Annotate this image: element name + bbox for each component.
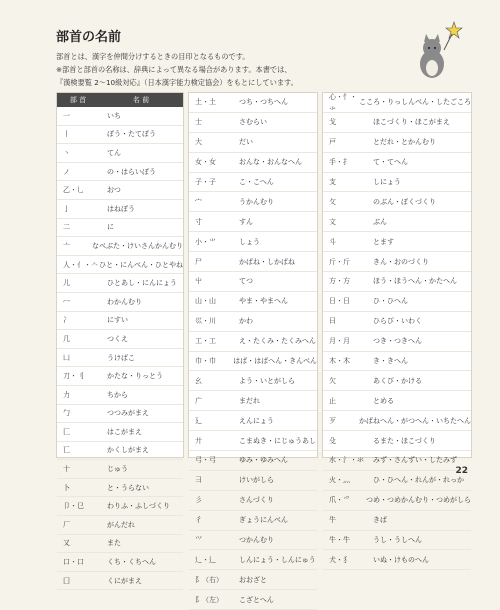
radical-glyph: 方・方 xyxy=(329,277,350,286)
radical-glyph: 歹 xyxy=(329,416,336,425)
radical-glyph: 二 xyxy=(63,223,70,232)
table-row xyxy=(57,479,183,498)
table-row xyxy=(189,550,317,570)
table-row xyxy=(189,153,317,173)
radical-glyph: 又 xyxy=(63,539,70,548)
radical-glyph: 大 xyxy=(195,138,202,147)
table-row xyxy=(323,173,471,193)
radical-name: はば・はばへん・きんべん xyxy=(233,357,317,366)
table-row xyxy=(323,133,471,153)
table-row xyxy=(189,352,317,372)
table-row xyxy=(189,531,317,551)
radical-name: かたな・りっとう xyxy=(107,372,163,381)
radical-name: ひとあし・にんにょう xyxy=(107,279,177,288)
radical-name: ひ・ひへん xyxy=(373,297,408,306)
radical-name: て・てへん xyxy=(373,158,408,167)
table-row xyxy=(57,572,183,591)
star-icon xyxy=(446,22,462,38)
table-row xyxy=(323,192,471,212)
radical-name: みず・さんずい・したみず xyxy=(373,456,457,465)
table-row xyxy=(57,386,183,405)
radical-name: てん xyxy=(107,148,121,157)
table-header xyxy=(57,93,183,107)
table-row xyxy=(189,332,317,352)
radical-table-2 xyxy=(188,92,318,604)
table-row xyxy=(189,252,317,272)
radical-glyph: ⺍ xyxy=(195,536,202,545)
table-row xyxy=(189,391,317,411)
radical-glyph: 力 xyxy=(63,390,70,399)
radical-glyph: 儿 xyxy=(63,279,70,288)
table-row xyxy=(323,511,471,531)
radical-glyph: 一 xyxy=(63,111,70,120)
table-row xyxy=(189,511,317,531)
radical-name: き・きへん xyxy=(373,357,408,366)
radical-name: すん xyxy=(239,217,253,226)
radical-name: とます xyxy=(373,237,394,246)
table-row xyxy=(323,531,471,551)
table-row xyxy=(323,93,471,113)
radical-glyph: 山・山 xyxy=(195,297,216,306)
radical-glyph: 攵 xyxy=(329,197,336,206)
table-row xyxy=(323,212,471,232)
table-row xyxy=(189,491,317,511)
radical-name: とめる xyxy=(373,396,394,405)
radical-name: えんにょう xyxy=(239,416,274,425)
radical-glyph: 几 xyxy=(63,334,70,343)
radical-name: ぶん xyxy=(373,217,387,226)
radical-name: ぼう・たてぼう xyxy=(107,130,156,139)
table-row xyxy=(57,442,183,461)
radical-name: こまぬき・にじゅうあし xyxy=(239,436,316,445)
table-row xyxy=(57,219,183,238)
table-row xyxy=(323,272,471,292)
radical-glyph: 冖 xyxy=(63,297,70,306)
radical-name: いち xyxy=(107,111,121,120)
table-row xyxy=(189,133,317,153)
table-row xyxy=(57,256,183,275)
table-row xyxy=(189,212,317,232)
radical-glyph: 手・扌 xyxy=(329,158,350,167)
table-row xyxy=(323,312,471,332)
radical-glyph: 支 xyxy=(329,178,336,186)
radical-name: さむらい xyxy=(239,118,267,127)
radical-name: うけばこ xyxy=(107,353,135,362)
table-row xyxy=(323,252,471,272)
radical-glyph: 匚 xyxy=(63,427,70,436)
table-row xyxy=(57,312,183,331)
table-row xyxy=(323,232,471,252)
radical-name: るまた・ほこづくり xyxy=(373,436,436,445)
radical-glyph: 寸 xyxy=(195,217,202,226)
radical-name: また xyxy=(107,539,121,548)
radical-glyph: 丶 xyxy=(63,148,70,157)
radical-name: はねぼう xyxy=(107,204,135,213)
table-row xyxy=(323,391,471,411)
radical-name: ひ・ひへん・れんが・れっか xyxy=(373,476,464,485)
radical-glyph: 曰 xyxy=(329,317,336,326)
radical-name: よう・いとがしら xyxy=(239,376,295,385)
radical-name: と・うらない xyxy=(107,483,149,492)
radical-name: のぶん・ぼくづくり xyxy=(373,197,436,206)
radical-glyph: 火・灬 xyxy=(329,476,350,485)
radical-name: しんにょう・しんにゅう xyxy=(239,555,316,564)
radical-glyph: ノ xyxy=(63,167,70,176)
radical-glyph: 人・亻・𠆢 xyxy=(63,260,98,269)
radical-name: こ・こへん xyxy=(239,178,274,186)
radical-glyph: 殳 xyxy=(329,436,336,445)
radical-name: つかんむり xyxy=(239,536,274,545)
radical-glyph: 冫 xyxy=(63,316,70,325)
radical-name: かくしがまえ xyxy=(107,446,149,455)
radical-name: つつみがまえ xyxy=(107,409,149,418)
table-row xyxy=(323,371,471,391)
radical-glyph: 月・月 xyxy=(329,337,350,346)
table-row xyxy=(323,153,471,173)
radical-glyph: 巛・川 xyxy=(195,317,216,326)
radical-glyph: 乙・乚 xyxy=(63,186,84,195)
radical-name: にすい xyxy=(107,316,128,325)
radical-glyph: 廴 xyxy=(195,416,202,425)
radical-glyph: 斤・斤 xyxy=(329,257,350,266)
radical-glyph: ⻌・⻍ xyxy=(195,555,216,564)
table-row xyxy=(57,516,183,535)
radical-table-1 xyxy=(56,92,184,585)
table-row xyxy=(57,126,183,145)
radical-name: じゅう xyxy=(107,465,128,474)
radical-glyph: 女・女 xyxy=(195,158,216,167)
radical-glyph: 阝（右） xyxy=(195,575,223,584)
cat-illustration xyxy=(408,20,464,82)
radical-name: はこがまえ xyxy=(107,427,142,436)
radical-glyph: 彡 xyxy=(195,496,202,505)
table-row xyxy=(189,371,317,391)
radical-glyph: 爪・爫 xyxy=(329,496,350,505)
radical-glyph: 子・子 xyxy=(195,178,216,186)
radical-name: おんな・おんなへん xyxy=(239,158,302,167)
radical-name: かわ xyxy=(239,317,253,326)
radical-glyph: 刀・刂 xyxy=(63,372,84,381)
radical-glyph: 小・⺌ xyxy=(195,237,216,246)
radical-glyph: 斗 xyxy=(329,237,336,246)
table-row xyxy=(323,431,471,451)
radical-glyph: 工・工 xyxy=(195,337,216,346)
radical-name: けいがしら xyxy=(239,476,274,485)
table-row xyxy=(57,293,183,312)
radical-name: きん・おのづくり xyxy=(373,257,429,266)
table-row xyxy=(57,367,183,386)
table-row xyxy=(57,107,183,126)
table-row xyxy=(57,535,183,554)
table-row xyxy=(189,93,317,113)
table-row xyxy=(57,497,183,516)
table-row xyxy=(57,460,183,479)
table-row xyxy=(189,173,317,193)
table-row xyxy=(57,163,183,182)
radical-name: なべぶた・けいさんかんむり xyxy=(92,241,183,250)
table-row xyxy=(189,232,317,252)
header-name: 名 前 xyxy=(132,96,150,104)
table-row xyxy=(57,349,183,368)
radical-glyph: 彳 xyxy=(195,516,202,525)
radical-glyph: 牛 xyxy=(329,516,336,525)
radical-glyph: 戸 xyxy=(329,138,336,147)
radical-name: かばね・しかばね xyxy=(239,257,295,266)
radical-glyph: 阝（左） xyxy=(195,595,223,604)
radical-name: こころ・りっしんべん・したごころ xyxy=(359,98,471,107)
radical-name: おつ xyxy=(107,186,121,195)
radical-glyph: 亠 xyxy=(63,241,70,250)
radical-name: つめ・つめかんむり・つめがしら xyxy=(366,496,471,505)
table-row xyxy=(189,411,317,431)
radical-name: に xyxy=(107,223,114,232)
radical-glyph: 屮 xyxy=(195,277,202,286)
radical-glyph: 止 xyxy=(329,396,336,405)
table-row xyxy=(57,405,183,424)
radical-name: とだれ・とかんむり xyxy=(373,138,436,147)
radical-glyph: 十 xyxy=(63,465,70,474)
radical-glyph: 卩・㔾 xyxy=(63,502,84,511)
radical-glyph: 广 xyxy=(195,396,202,405)
radical-name: わりふ・ふしづくり xyxy=(107,502,170,511)
page-number: 22 xyxy=(455,466,468,476)
table-row xyxy=(57,181,183,200)
radical-name: がんだれ xyxy=(107,520,135,529)
radical-name: ゆみ・ゆみへん xyxy=(239,456,288,465)
radical-glyph: 亅 xyxy=(63,204,70,213)
radical-name: え・たくみ・たくみへん xyxy=(239,337,316,346)
radical-glyph: 口・口 xyxy=(63,558,84,567)
radical-name: さんづくり xyxy=(239,496,274,505)
radical-glyph: 欠 xyxy=(329,376,336,385)
radical-name: の・はらいぼう xyxy=(107,167,156,176)
table-row xyxy=(57,330,183,349)
intro-line-1: 部首とは、漢字を仲間分けするときの目印となるものです。 xyxy=(56,52,250,61)
page-title: 部首の名前 xyxy=(56,30,122,45)
radical-name: ほこづくり・ほこがまえ xyxy=(373,118,450,127)
radical-glyph: 弓・弓 xyxy=(195,456,216,465)
radical-name: ひらび・いわく xyxy=(373,317,422,326)
table-row xyxy=(189,113,317,133)
radical-name: くち・くちへん xyxy=(107,558,156,567)
radical-glyph: 宀 xyxy=(195,197,202,206)
table-row xyxy=(57,553,183,572)
table-row xyxy=(323,491,471,511)
radical-glyph: 尸 xyxy=(195,257,202,266)
radical-name: つち・つちへん xyxy=(239,98,288,107)
table-row xyxy=(323,471,471,491)
radical-name: つき・つきへん xyxy=(373,337,422,346)
table-row xyxy=(189,590,317,610)
table-row xyxy=(323,550,471,570)
radical-glyph: 丨 xyxy=(63,130,70,139)
table-row xyxy=(189,192,317,212)
table-row xyxy=(323,411,471,431)
radical-glyph: 土・土 xyxy=(195,98,216,107)
table-row xyxy=(189,471,317,491)
radical-name: あくび・かける xyxy=(373,376,422,385)
radical-glyph: 心・忄・⺗ xyxy=(329,93,357,112)
intro-line-2: ※部首と部首の名称は、辞典によって異なる場合があります。本書では、 xyxy=(56,65,292,74)
table-row xyxy=(323,332,471,352)
radical-glyph: 士 xyxy=(195,118,202,127)
radical-glyph: 戈 xyxy=(329,118,336,127)
radical-glyph: 凵 xyxy=(63,353,70,362)
radical-name: ぎょうにんべん xyxy=(239,516,288,525)
radical-name: きば xyxy=(373,516,387,525)
table-row xyxy=(189,570,317,590)
radical-name: まだれ xyxy=(239,396,260,405)
radical-glyph: 厂 xyxy=(63,520,70,529)
radical-name: しょう xyxy=(239,237,260,246)
radical-name: だい xyxy=(239,138,253,147)
table-row xyxy=(57,200,183,219)
intro-line-3: 『漢検要覧 2〜10級対応』（日本漢字能力検定協会）をもとにしています。 xyxy=(56,78,298,87)
table-row xyxy=(57,274,183,293)
radical-name: いぬ・けものへん xyxy=(373,555,429,564)
radical-name: うかんむり xyxy=(239,197,274,206)
radical-name: ひと・にんべん・ひとやね xyxy=(99,260,183,269)
radical-glyph: 卜 xyxy=(63,483,70,492)
radical-name: ほう・ほうへん・かたへん xyxy=(373,277,457,286)
radical-name: くにがまえ xyxy=(107,576,142,585)
radical-glyph: 日・日 xyxy=(329,297,350,306)
radical-glyph: 牛・牛 xyxy=(329,536,350,545)
radical-glyph: 水・氵・氺 xyxy=(329,456,364,465)
header-bushu: 部 首 xyxy=(69,96,87,104)
table-row xyxy=(57,237,183,256)
radical-name: やま・やまへん xyxy=(239,297,288,306)
radical-name: つくえ xyxy=(107,334,128,343)
radical-glyph: 彐 xyxy=(195,476,202,485)
table-row xyxy=(189,312,317,332)
intro-text xyxy=(56,50,298,89)
radical-name: おおざと xyxy=(239,575,267,584)
radical-name: ちから xyxy=(107,390,128,399)
radical-glyph: 犬・犭 xyxy=(329,555,350,564)
radical-glyph: 幺 xyxy=(195,376,202,385)
table-row xyxy=(323,352,471,372)
radical-name: しにょう xyxy=(373,178,401,186)
table-row xyxy=(57,144,183,163)
table-row xyxy=(189,272,317,292)
table-row xyxy=(189,431,317,451)
table-row xyxy=(57,423,183,442)
table-row xyxy=(189,292,317,312)
radical-glyph: 文 xyxy=(329,217,336,226)
radical-glyph: 廾 xyxy=(195,436,202,445)
radical-name: かばねへん・がつへん・いちたへん xyxy=(359,416,471,425)
table-row xyxy=(189,451,317,471)
radical-name: うし・うしへん xyxy=(373,536,422,545)
radical-glyph: 勹 xyxy=(63,409,70,418)
radical-glyph: 巾・巾 xyxy=(195,357,216,366)
radical-glyph: 匸 xyxy=(63,446,70,455)
radical-glyph: 木・木 xyxy=(329,357,350,366)
radical-glyph: 囗 xyxy=(63,576,70,585)
table-row xyxy=(323,451,471,471)
radical-name: わかんむり xyxy=(107,297,142,306)
table-row xyxy=(323,113,471,133)
table-row xyxy=(323,292,471,312)
radical-name: てつ xyxy=(239,277,253,286)
radical-name: こざとへん xyxy=(239,595,274,604)
